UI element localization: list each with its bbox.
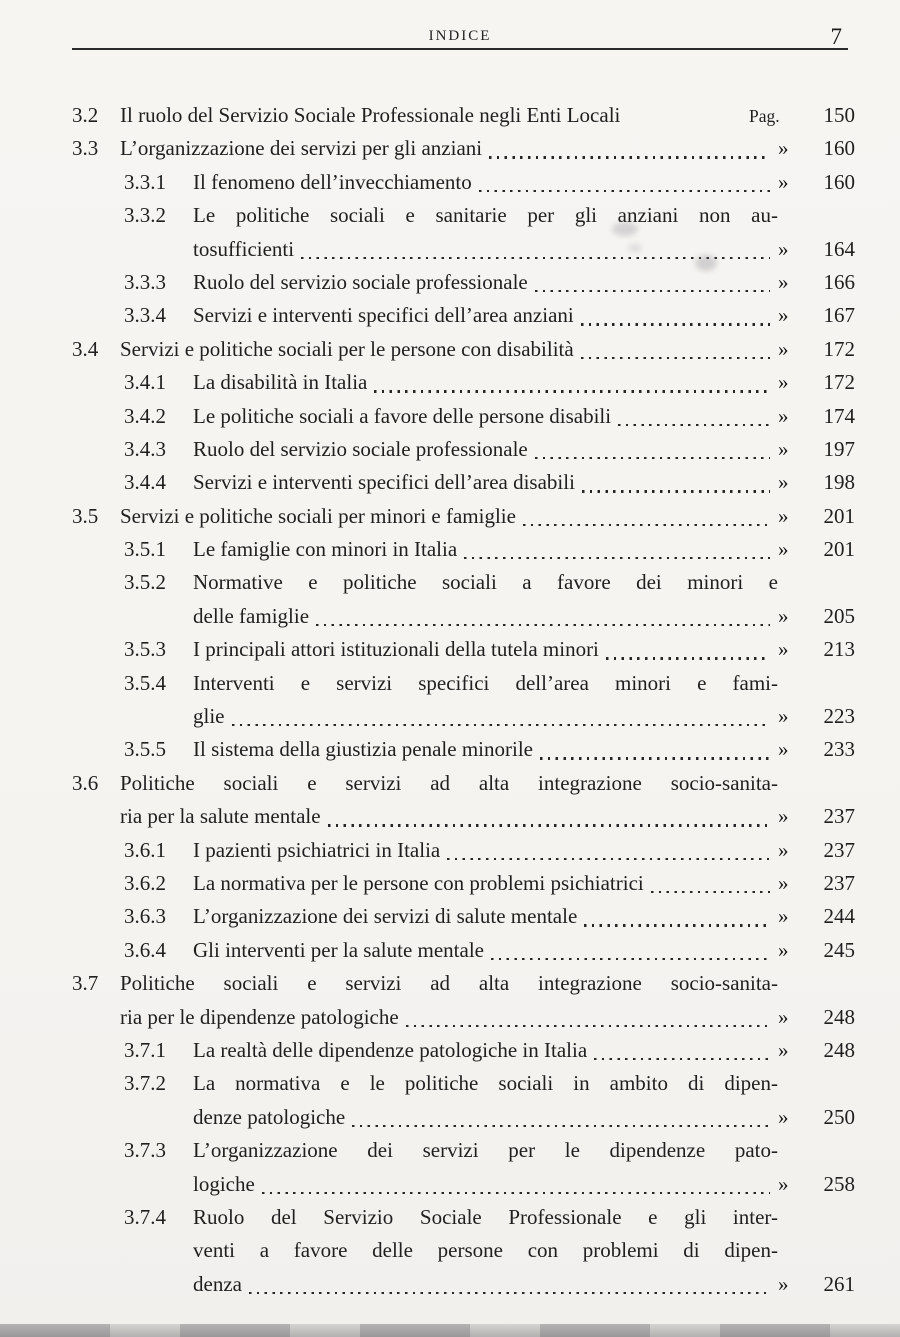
toc-row (72, 934, 855, 967)
entry-number: 3.2 (72, 103, 99, 127)
entry-number: 3.6.2 (124, 870, 166, 895)
entry-title: glie (193, 704, 225, 729)
ditto-mark: » (778, 403, 789, 428)
toc-row (72, 1268, 855, 1301)
dot-leader (581, 357, 770, 359)
toc-list (72, 99, 855, 1301)
dot-leader (627, 123, 741, 125)
entry-title: L’organizzazione dei servizi per le dipendenze pato- (193, 1138, 778, 1163)
toc-row (72, 967, 855, 1000)
dot-leader (535, 457, 770, 459)
ditto-mark: » (778, 603, 789, 628)
dot-leader (479, 190, 770, 192)
toc-row (72, 433, 855, 466)
entry-number: 3.3.2 (124, 203, 166, 228)
entry-title: La disabilità in Italia (193, 370, 368, 395)
entry-page-number: 172 (823, 336, 855, 361)
toc-row (72, 132, 855, 165)
entry-number: 3.4 (72, 336, 99, 361)
toc-row (72, 1201, 855, 1234)
entry-number: 3.5.2 (124, 570, 166, 595)
dot-leader (352, 1125, 770, 1127)
entry-number: 3.6.1 (124, 837, 166, 862)
entry-title: Ruolo del Servizio Sociale Professionale e gli inter- (193, 1204, 778, 1229)
dot-leader (606, 657, 770, 659)
toc-row (72, 199, 855, 232)
entry-title: Gli interventi per la salute mentale (193, 937, 484, 962)
entry-title: Ruolo del servizio sociale professionale (193, 436, 528, 461)
entry-number: 3.5 (72, 503, 99, 528)
entry-page-number: 213 (823, 637, 855, 662)
entry-number: 3.7.1 (124, 1037, 166, 1062)
toc-row (72, 266, 855, 299)
entry-page-number: 172 (823, 370, 855, 395)
entry-page-number: 201 (823, 503, 855, 528)
ditto-mark: » (778, 704, 789, 729)
entry-number: 3.6.4 (124, 937, 166, 962)
ditto-mark: » (778, 1271, 789, 1296)
entry-title: La normativa per le persone con problemi psichiatrici (193, 870, 644, 895)
entry-title: Le politiche sociali a favore delle persone disabili (193, 403, 612, 428)
toc-row (72, 633, 855, 666)
entry-title: Il sistema della giustizia penale minorile (193, 737, 533, 762)
entry-title: Servizi e politiche sociali per minori e famiglie (120, 503, 516, 528)
entry-page-number: 248 (823, 1037, 855, 1062)
ditto-mark: » (778, 436, 789, 461)
dot-leader (582, 490, 770, 492)
toc-row (72, 400, 855, 433)
ditto-mark: » (778, 1104, 789, 1129)
toc-row (72, 233, 855, 266)
entry-page-number: 233 (823, 737, 855, 762)
ditto-mark: » (778, 637, 789, 662)
entry-page-number: 174 (823, 403, 855, 428)
entry-number: 3.7.3 (124, 1138, 166, 1163)
toc-row (72, 900, 855, 933)
entry-page-number: 150 (823, 103, 855, 127)
dot-leader (618, 424, 770, 426)
dot-leader (374, 390, 770, 392)
dot-leader (584, 924, 770, 926)
entry-number: 3.6.3 (124, 904, 166, 929)
toc-row (72, 533, 855, 566)
entry-title: Le politiche sociali e sanitarie per gli anziani non au- (193, 203, 778, 228)
toc-row (72, 600, 855, 633)
ditto-mark: » (778, 537, 789, 562)
ditto-mark: » (778, 1004, 789, 1029)
entry-number: 3.5.3 (124, 637, 166, 662)
pag-label: Pag. (749, 106, 780, 126)
dot-leader (535, 290, 770, 292)
toc-row (72, 1134, 855, 1167)
ditto-mark: » (778, 336, 789, 361)
entry-number: 3.7 (72, 971, 99, 996)
toc-row (72, 800, 855, 833)
entry-page-number: 201 (823, 537, 855, 562)
toc-row (72, 1001, 855, 1034)
toc-row (72, 700, 855, 733)
header-page-number: 7 (830, 24, 842, 49)
entry-number: 3.4.3 (124, 436, 166, 461)
entry-page-number: 223 (823, 704, 855, 729)
toc-row (72, 1034, 855, 1067)
entry-page-number: 164 (823, 236, 855, 261)
toc-row (72, 500, 855, 533)
dot-leader (464, 557, 770, 559)
ditto-mark: » (778, 303, 789, 328)
entry-page-number: 261 (823, 1271, 855, 1296)
entry-title: La normativa e le politiche sociali in ambito di dipen- (193, 1071, 778, 1096)
entry-title: logiche (193, 1171, 255, 1196)
ditto-mark: » (778, 236, 789, 261)
entry-title: Politiche sociali e servizi ad alta integrazione socio-sanita- (120, 971, 778, 996)
ditto-mark: » (778, 837, 789, 862)
dot-leader (406, 1025, 770, 1027)
entry-title: Il fenomeno dell’invecchiamento (193, 169, 472, 194)
entry-number: 3.7.4 (124, 1204, 166, 1229)
ditto-mark: » (778, 269, 789, 294)
entry-number: 3.4.1 (124, 370, 166, 395)
entry-number: 3.3.3 (124, 269, 166, 294)
dot-leader (594, 1058, 770, 1060)
running-title: INDICE (428, 28, 492, 44)
entry-title: delle famiglie (193, 603, 310, 628)
ditto-mark: » (778, 169, 789, 194)
toc-row (72, 834, 855, 867)
entry-title: Il ruolo del Servizio Sociale Professionale negli Enti Locali (120, 103, 621, 127)
entry-number: 3.3 (72, 136, 99, 161)
dot-leader (491, 958, 770, 960)
toc-row (72, 466, 855, 499)
page-header (72, 18, 848, 50)
entry-page-number: 160 (823, 169, 855, 194)
entry-page-number: 250 (823, 1104, 855, 1129)
ditto-mark: » (778, 370, 789, 395)
entry-page-number: 248 (823, 1004, 855, 1029)
toc-row (72, 333, 855, 366)
toc-row (72, 767, 855, 800)
entry-title: Politiche sociali e servizi ad alta integrazione socio-sanita- (120, 770, 778, 795)
entry-title: Ruolo del servizio sociale professionale (193, 269, 528, 294)
entry-number: 3.6 (72, 770, 99, 795)
entry-page-number: 166 (823, 269, 855, 294)
dot-leader (232, 724, 771, 726)
ditto-mark: » (778, 136, 789, 161)
ditto-mark: » (778, 937, 789, 962)
entry-title: ria per la salute mentale (120, 804, 321, 829)
entry-number: 3.3.4 (124, 303, 166, 328)
toc-row (72, 166, 855, 199)
entry-title: I principali attori istituzionali della tutela minori (193, 637, 599, 662)
entry-page-number: 198 (823, 470, 855, 495)
entry-title: L’organizzazione dei servizi per gli anziani (120, 136, 483, 161)
entry-number: 3.5.5 (124, 737, 166, 762)
entry-number: 3.4.4 (124, 470, 166, 495)
entry-number: 3.3.1 (124, 169, 166, 194)
toc-row (72, 566, 855, 599)
dot-leader (523, 524, 770, 526)
entry-title: denze patologiche (193, 1104, 346, 1129)
toc-row (72, 1168, 855, 1201)
entry-title: La realtà delle dipendenze patologiche in Italia (193, 1037, 588, 1062)
dot-leader (301, 257, 770, 259)
entry-page-number: 258 (823, 1171, 855, 1196)
ditto-mark: » (778, 904, 789, 929)
dot-leader (249, 1292, 770, 1294)
toc-row (72, 667, 855, 700)
ditto-mark: » (778, 1037, 789, 1062)
entry-number: 3.5.1 (124, 537, 166, 562)
entry-title: ria per le dipendenze patologiche (120, 1004, 399, 1029)
toc-row (72, 366, 855, 399)
entry-page-number: 167 (823, 303, 855, 328)
entry-title: Servizi e politiche sociali per le persone con disabilità (120, 336, 574, 361)
entry-title: Servizi e interventi specifici dell’area anziani (193, 303, 574, 328)
entry-page-number: 160 (823, 136, 855, 161)
entry-title: Le famiglie con minori in Italia (193, 537, 458, 562)
entry-title: L’organizzazione dei servizi di salute mentale (193, 904, 578, 929)
entry-number: 3.5.4 (124, 670, 166, 695)
dot-leader (447, 858, 770, 860)
entry-page-number: 205 (823, 603, 855, 628)
entry-title: Normative e politiche sociali a favore dei minori e (193, 570, 778, 595)
dot-leader (651, 891, 770, 893)
ditto-mark: » (778, 503, 789, 528)
toc-row (72, 867, 855, 900)
ditto-mark: » (778, 470, 789, 495)
entry-title: tosufficienti (193, 236, 295, 261)
dot-leader (581, 323, 770, 325)
toc-row (72, 99, 855, 132)
ditto-mark: » (778, 1171, 789, 1196)
scan-bottom-edge (0, 1324, 900, 1337)
entry-page-number: 244 (823, 904, 855, 929)
ditto-mark: » (778, 737, 789, 762)
entry-page-number: 237 (823, 837, 855, 862)
dot-leader (262, 1192, 770, 1194)
entry-page-number: 237 (823, 804, 855, 829)
dot-leader (316, 624, 770, 626)
toc-row (72, 1067, 855, 1100)
toc-row (72, 733, 855, 766)
entry-page-number: 237 (823, 870, 855, 895)
toc-row (72, 1234, 855, 1267)
entry-page-number: 197 (823, 436, 855, 461)
toc-row (72, 299, 855, 332)
ditto-mark: » (778, 870, 789, 895)
toc-row (72, 1101, 855, 1134)
dot-leader (328, 824, 770, 826)
entry-title: denza (193, 1271, 242, 1296)
entry-title: venti a favore delle persone con problemi di dipen- (193, 1238, 778, 1263)
entry-title: Servizi e interventi specifici dell’area disabili (193, 470, 575, 495)
entry-number: 3.4.2 (124, 403, 166, 428)
entry-title: I pazienti psichiatrici in Italia (193, 837, 441, 862)
dot-leader (489, 156, 770, 158)
ditto-mark: » (778, 804, 789, 829)
entry-number: 3.7.2 (124, 1071, 166, 1096)
dot-leader (540, 757, 770, 759)
entry-title: Interventi e servizi specifici dell’area minori e fami- (193, 670, 778, 695)
entry-page-number: 245 (823, 937, 855, 962)
